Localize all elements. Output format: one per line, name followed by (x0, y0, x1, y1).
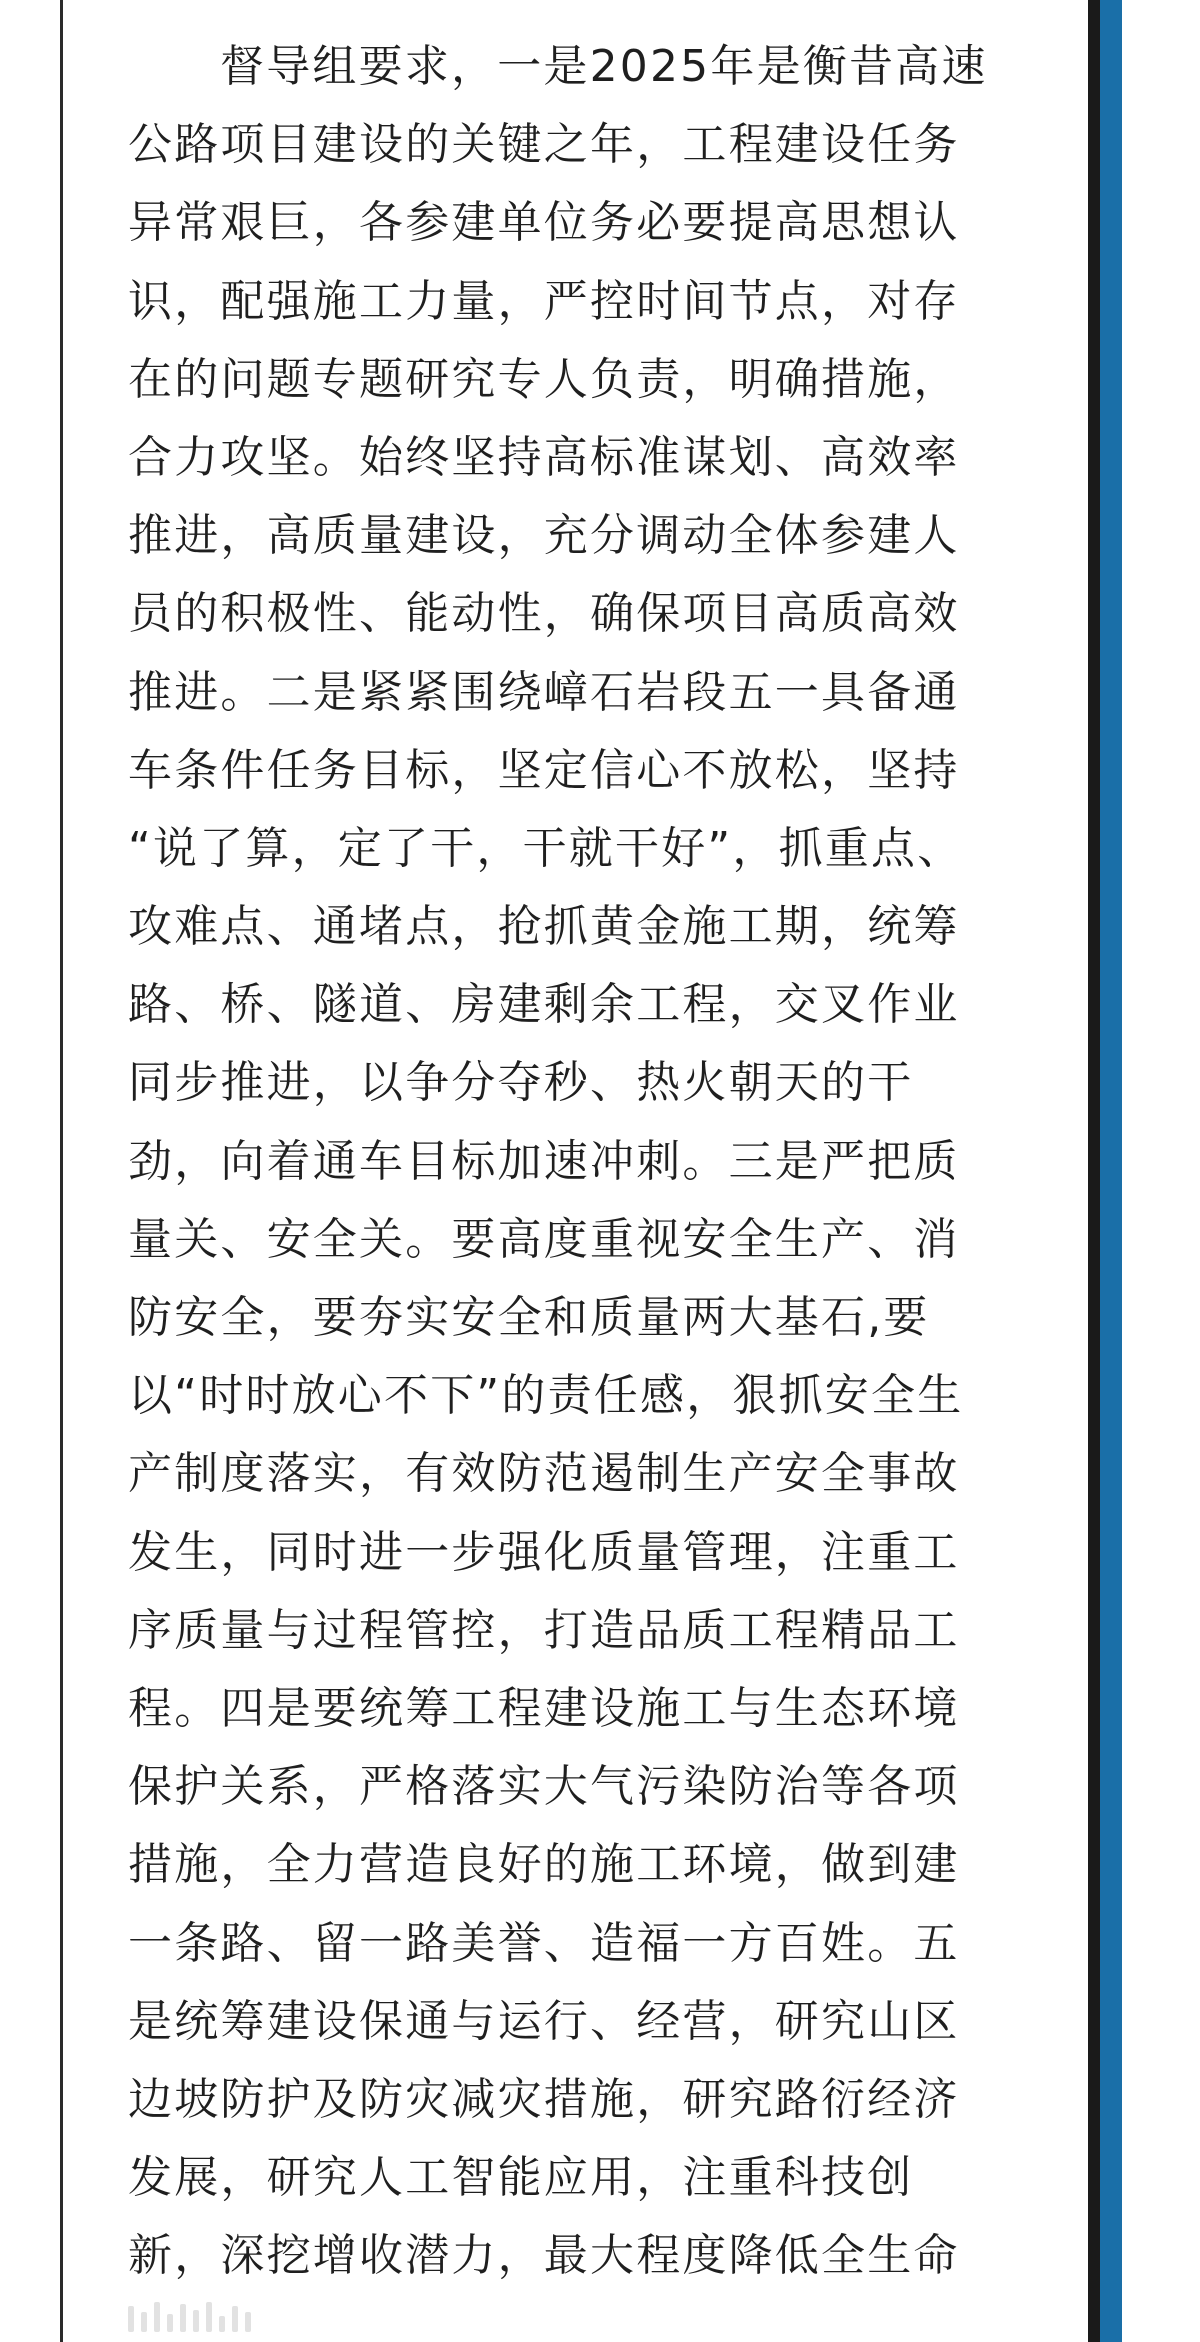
paragraph-line: 在的问题专题研究专人负责，明确措施， (128, 353, 960, 405)
blue-accent-band (1100, 0, 1122, 2342)
paragraph-line: 车条件任务目标，坚定信心不放松，坚持 (128, 744, 960, 796)
paragraph-line: 路、桥、隧道、房建剩余工程，交叉作业 (128, 979, 960, 1031)
watermark-bar (206, 2302, 212, 2332)
watermark-bar (245, 2312, 251, 2332)
paragraph-line: 程。四是要统筹工程建设施工与生态环境 (128, 1682, 960, 1734)
watermark-bar (141, 2312, 147, 2332)
paragraph-line: 推进，高质量建设，充分调动全体参建人 (128, 510, 960, 562)
paragraph-line: 发展，研究人工智能应用，注重科技创 (128, 2152, 914, 2204)
paragraph-line: 产制度落实，有效防范遏制生产安全事故 (128, 1448, 960, 1500)
paragraph-line: 序质量与过程管控，打造品质工程精品工 (128, 1604, 960, 1656)
watermark-logo (128, 2296, 348, 2332)
right-divider (1088, 0, 1100, 2342)
paragraph-line: 识，配强施工力量，严控时间节点，对存 (128, 275, 960, 327)
watermark-bar (154, 2302, 160, 2332)
paragraph-line: 边坡防护及防灾减灾措施，研究路衍经济 (128, 2073, 960, 2125)
paragraph-line: 劲，向着通车目标加速冲刺。三是严把质 (128, 1135, 960, 1187)
paragraph-line: 攻难点、通堵点，抢抓黄金施工期，统筹 (128, 901, 960, 953)
paragraph-line: 措施，全力营造良好的施工环境，做到建 (128, 1839, 960, 1891)
left-margin-rule (60, 0, 63, 2342)
article-body (128, 28, 1040, 2295)
paragraph-line: 是统筹建设保通与运行、经营，研究山区 (128, 1995, 960, 2047)
watermark-bar (232, 2306, 238, 2332)
watermark-bar (167, 2314, 173, 2332)
paragraph-line: “说了算，定了干，干就干好”，抓重点、 (128, 822, 964, 874)
watermark-bar (180, 2304, 186, 2332)
paragraph-line: 合力攻坚。始终坚持高标准谋划、高效率 (128, 431, 960, 483)
watermark-bar (128, 2306, 134, 2332)
paragraph-line: 保护关系，严格落实大气污染防治等各项 (128, 1761, 960, 1813)
paragraph-line: 员的积极性、能动性，确保项目高质高效 (128, 588, 960, 640)
paragraph-line: 异常艰巨，各参建单位务必要提高思想认 (128, 197, 960, 249)
paragraph-line: 推进。二是紧紧围绕嶂石岩段五一具备通 (128, 666, 960, 718)
right-margin (1122, 0, 1200, 2342)
paragraph-line: 公路项目建设的关键之年，工程建设任务 (128, 119, 960, 171)
paragraph-line: 以“时时放心不下”的责任感，狠抓安全生 (128, 1370, 964, 1422)
paragraph-line: 新，深挖增收潜力，最大程度降低全生命 (128, 2230, 960, 2282)
paragraph-line: 发生，同时进一步强化质量管理，注重工 (128, 1526, 960, 1578)
watermark-bar (193, 2310, 199, 2332)
watermark-bar (219, 2316, 225, 2332)
paragraph-line: 督导组要求，一是2025年是衡昔高速 (220, 41, 988, 92)
paragraph-line: 量关、安全关。要高度重视安全生产、消 (128, 1213, 960, 1265)
paragraph-line: 防安全，要夯实安全和质量两大基石,要 (128, 1292, 930, 1343)
paragraph-line: 一条路、留一路美誉、造福一方百姓。五 (128, 1917, 960, 1969)
paragraph-line: 同步推进，以争分夺秒、热火朝天的干 (128, 1057, 914, 1109)
